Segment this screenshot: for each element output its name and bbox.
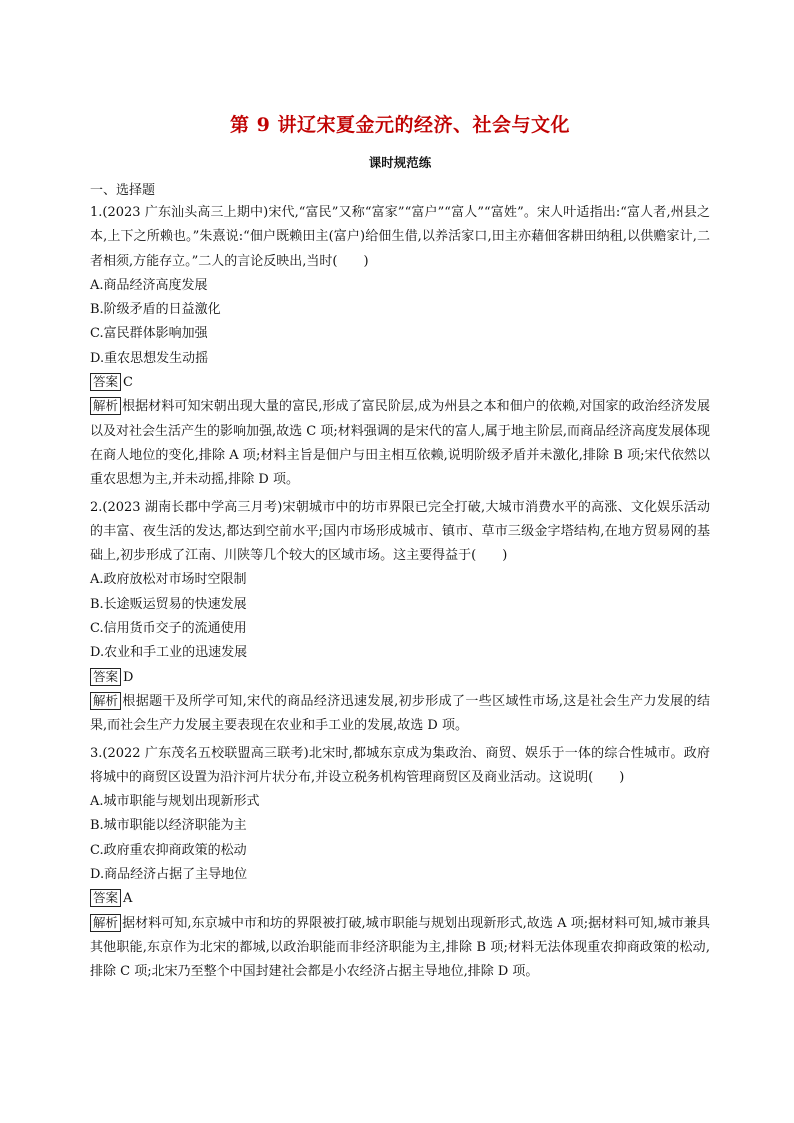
answer-value: C xyxy=(123,375,133,391)
explanation-line xyxy=(90,690,710,739)
option-a: A.城市职能与规划出现新形式 xyxy=(90,794,260,810)
explanation-line xyxy=(90,395,710,492)
explanation-text: 根据题干及所学可知,宋代的商品经济迅速发展,初步形成了一些区域性市场,这是社会生产力发展的结果,而社会生产力发展主要表现在农业和手工业的发展,故选 D 项。 xyxy=(90,693,710,734)
option-d: D.商品经济占据了主导地位 xyxy=(90,867,248,883)
option-d: D.重农思想发生动摇 xyxy=(90,350,209,366)
answer-tag: 答案 xyxy=(90,889,121,907)
explanation-text: 据材料可知,东京城中市和坊的界限被打破,城市职能与规划出现新形式,故选 A 项;据材料可知,城市兼具其他职能,东京作为北宋的都城,以政治职能而非经济职能为主,排除 B 项;材料无法体现重农抑商政策的松动,排除 C 项;北宋乃至整个中国封建社会都是小农经济占据主导地位,排除 D 项。 xyxy=(90,915,710,980)
explanation-tag: 解析 xyxy=(90,692,121,710)
explanation-line xyxy=(90,912,710,985)
answer-tag: 答案 xyxy=(90,668,121,686)
document-page xyxy=(90,0,710,985)
section-heading: 一、选择题 xyxy=(90,183,156,198)
option-c: C.信用货币交子的流通使用 xyxy=(90,621,247,637)
explanation-tag: 解析 xyxy=(90,397,121,415)
question-stem: 2.(2023 湖南长郡中学高三月考)宋朝城市中的坊市界限已完全打破,大城市消费水平的高涨、文化娱乐活动的丰富、夜生活的发达,都达到空前水平;国内市场形成城市、镇市、草市三级金字塔结构,在地方贸易网的基础上,初步形成了江南、川陕等几个较大的区域市场。这主要得益于( ) xyxy=(90,499,710,564)
question-3 xyxy=(90,742,710,985)
explanation-tag: 解析 xyxy=(90,914,121,932)
question-stem: 1.(2023 广东汕头高三上期中)宋代,“富民”又称“富家”“富户”“富人”“富姓”。宋人叶适指出:“富人者,州县之本,上下之所赖也。”朱熹说:“佃户既赖田主(富户)给佃生借,以养活家口,田主亦藉佃客耕田纳租,以供赡家计,二者相须,方能存立。”二人的言论反映出,当时( ) xyxy=(90,205,710,269)
page-subtitle: 课时规范练 xyxy=(368,155,432,170)
answer-line xyxy=(90,887,710,911)
question-stem: 3.(2022 广东茂名五校联盟高三联考)北宋时,都城东京成为集政治、商贸、娱乐于一体的综合性城市。政府将城中的商贸区设置为沿汴河片状分布,并设立税务机构管理商贸区及商业活动。这说明( ) xyxy=(90,745,710,785)
answer-value: A xyxy=(123,891,133,907)
option-a: A.商品经济高度发展 xyxy=(90,277,208,293)
answer-line xyxy=(90,666,710,690)
option-b: B.城市职能以经济职能为主 xyxy=(90,818,247,834)
answer-value: D xyxy=(123,669,134,685)
answer-tag: 答案 xyxy=(90,373,121,391)
option-d: D.农业和手工业的迅速发展 xyxy=(90,645,248,661)
option-c: C.富民群体影响加强 xyxy=(90,326,208,342)
answer-line xyxy=(90,371,710,395)
option-b: B.阶级矛盾的日益激化 xyxy=(90,302,221,318)
page-title: 第 9 讲辽宋夏金元的经济、社会与文化 xyxy=(230,114,570,136)
question-2 xyxy=(90,496,710,739)
question-1 xyxy=(90,201,710,493)
option-c: C.政府重农抑商政策的松动 xyxy=(90,842,247,858)
explanation-text: 根据材料可知宋朝出现大量的富民,形成了富民阶层,成为州县之本和佃户的依赖,对国家的政治经济发展以及对社会生活产生的影响加强,故选 C 项;材料强调的是宋代的富人,属于地主阶层,而商品经济高度发展体现在商人地位的变化,排除 A 项;材料主旨是佃户与田主相互依赖,说明阶级矛盾并未激化,排除 B 项;宋代依然以重农思想为主,并未动摇,排除 D 项。 xyxy=(90,399,710,488)
option-b: B.长途贩运贸易的快速发展 xyxy=(90,596,247,612)
option-a: A.政府放松对市场时空限制 xyxy=(90,572,247,588)
